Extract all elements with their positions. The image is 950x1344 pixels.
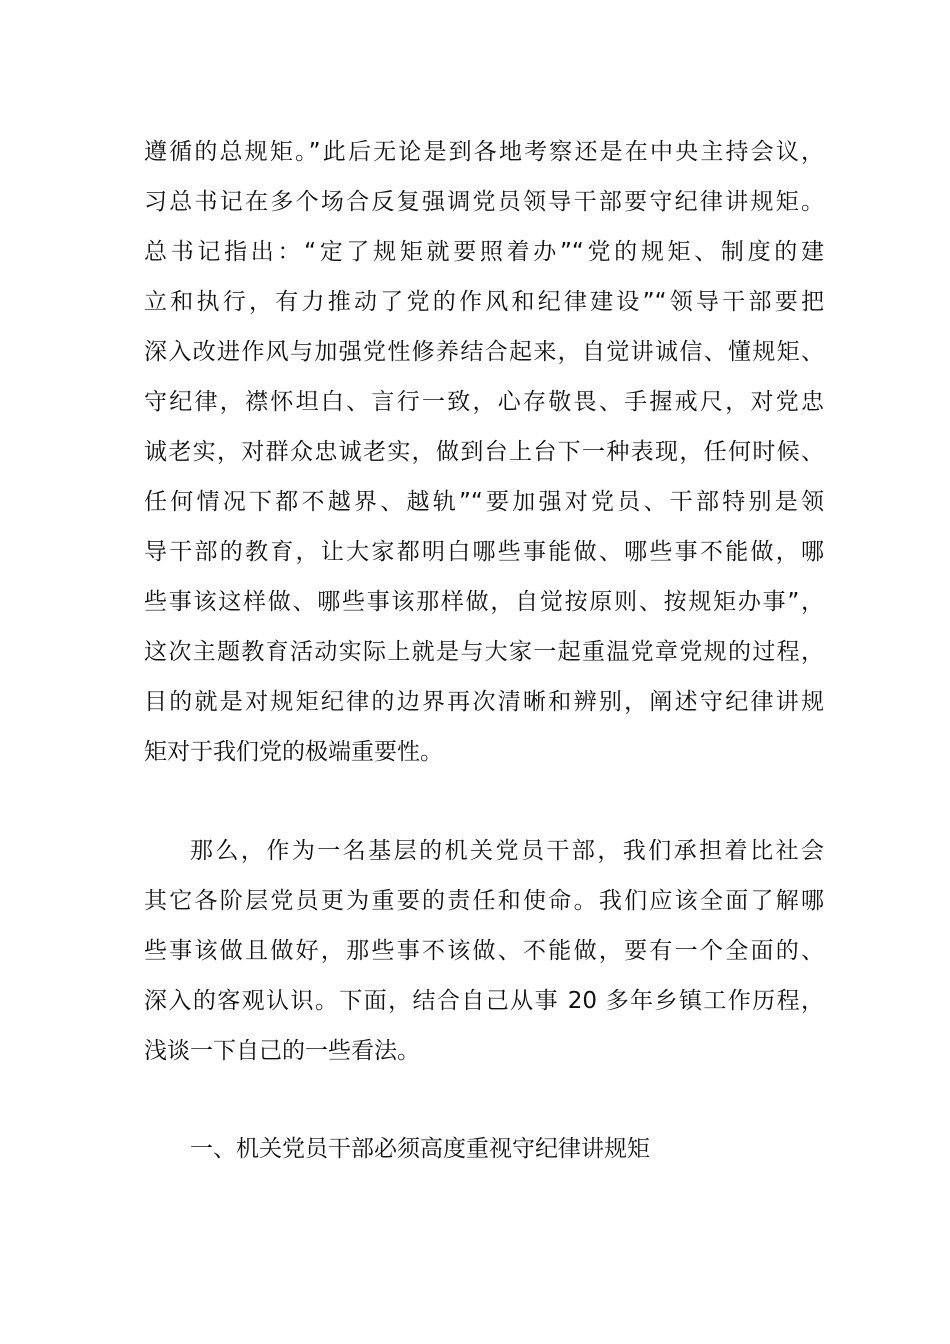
paragraph-1 — [144, 127, 824, 777]
paragraph-line: 遵循的总规矩。”此后无论是到各地考察还是在中央主持会议， — [144, 139, 824, 165]
paragraph-line: 深入改进作风与加强党性修养结合起来，自觉讲诚信、懂规矩、 — [144, 339, 824, 365]
paragraph-line: 立和执行，有力推动了党的作风和纪律建设”“领导干部要把 — [144, 289, 824, 315]
paragraph-line: 习总书记在多个场合反复强调党员领导干部要守纪律讲规矩。 — [144, 189, 824, 215]
paragraph-line: 那么，作为一名基层的机关党员干部，我们承担着比社会 — [190, 838, 824, 864]
paragraph-line: 守纪律，襟怀坦白、言行一致，心存敬畏、手握戒尺，对党忠 — [144, 389, 824, 415]
paragraph-line: 其它各阶层党员更为重要的责任和使命。我们应该全面了解哪 — [144, 888, 824, 914]
paragraph-line: 些事该做且做好，那些事不该做、不能做，要有一个全面的、 — [144, 938, 824, 964]
paragraph-line: 导干部的教育，让大家都明白哪些事能做、哪些事不能做，哪 — [144, 539, 824, 565]
paragraph-line: 深入的客观认识。下面，结合自己从事 20 多年乡镇工作历程， — [144, 988, 824, 1014]
section-heading — [144, 1124, 824, 1174]
paragraph-line: 些事该这样做、哪些事该那样做，自觉按原则、按规矩办事”， — [144, 589, 824, 615]
paragraph-line: 浅谈一下自己的一些看法。 — [144, 1038, 420, 1064]
paragraph-line: 这次主题教育活动实际上就是与大家一起重温党章党规的过程， — [144, 639, 824, 665]
paragraph-line: 矩对于我们党的极端重要性。 — [144, 739, 443, 765]
paragraph-line: 目的就是对规矩纪律的边界再次清晰和辨别，阐述守纪律讲规 — [144, 689, 824, 715]
section-heading-text: 一、机关党员干部必须高度重视守纪律讲规矩 — [190, 1136, 650, 1162]
paragraph-line: 诚老实，对群众忠诚老实，做到台上台下一种表现，任何时候、 — [144, 439, 824, 465]
paragraph-line: 总书记指出：“定了规矩就要照着办”“党的规矩、制度的建 — [144, 239, 824, 265]
paragraph-2 — [144, 826, 824, 1076]
paragraph-line: 任何情况下都不越界、越轨”“要加强对党员、干部特别是领 — [144, 489, 824, 515]
